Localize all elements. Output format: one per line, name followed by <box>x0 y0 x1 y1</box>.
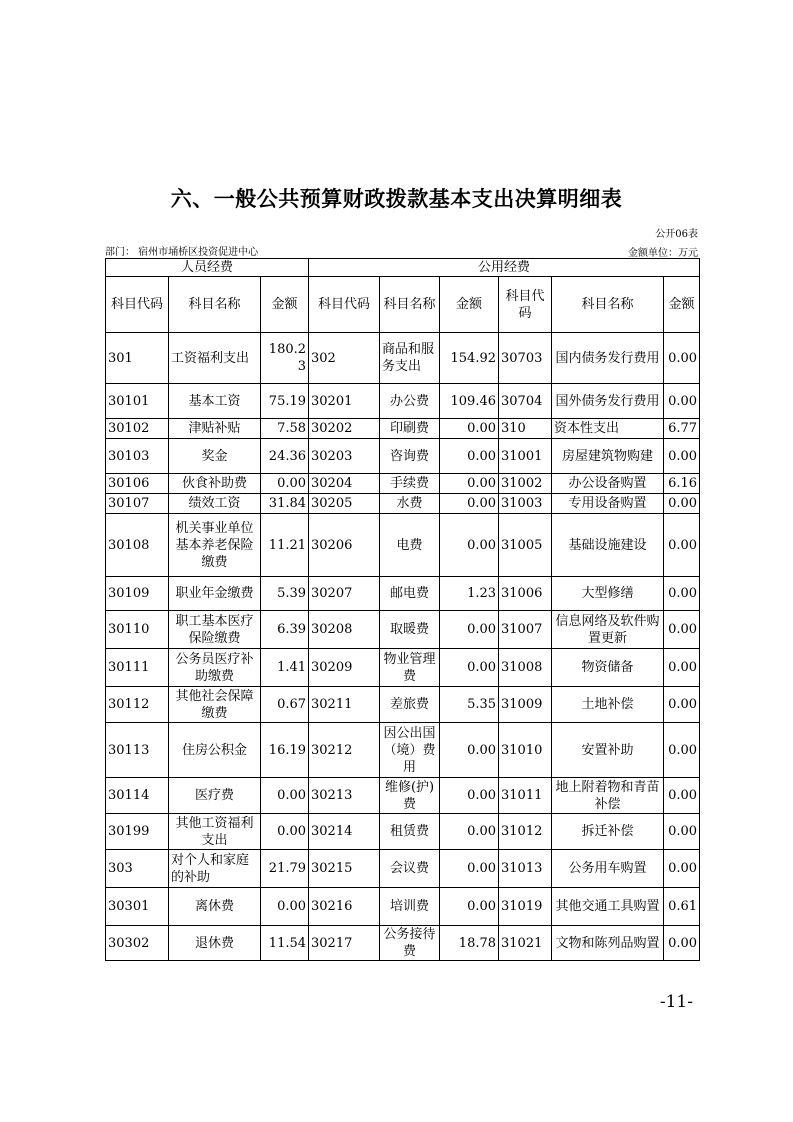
amount-cell: 5.35 <box>440 687 499 723</box>
subject-code-cell: 31019 <box>499 888 552 926</box>
subject-name-cell: 医疗费 <box>169 778 261 814</box>
amount-cell: 0.00 <box>440 439 499 474</box>
subject-name-cell: 基础设施建设 <box>552 514 664 577</box>
amount-cell: 7.58 <box>261 419 309 439</box>
subject-code-cell: 30208 <box>309 611 380 649</box>
subject-code-cell: 30112 <box>106 687 169 723</box>
subject-name-cell: 物业管理费 <box>380 649 440 687</box>
table-row <box>106 474 700 494</box>
subject-name-cell: 拆迁补偿 <box>552 814 664 850</box>
amount-cell: 0.00 <box>664 514 700 577</box>
subject-code-cell: 30211 <box>309 687 380 723</box>
subject-name-cell: 机关事业单位基本养老保险缴费 <box>169 514 261 577</box>
subject-name-cell: 商品和服务支出 <box>380 333 440 384</box>
subject-code-cell: 302 <box>309 333 380 384</box>
table-row <box>106 687 700 723</box>
subject-name-cell: 取暖费 <box>380 611 440 649</box>
amount-cell: 6.39 <box>261 611 309 649</box>
subject-name-cell: 退休费 <box>169 926 261 961</box>
amount-cell: 21.79 <box>261 850 309 888</box>
subject-name-cell: 电费 <box>380 514 440 577</box>
subject-code-cell: 31021 <box>499 926 552 961</box>
subject-name-cell: 资本性支出 <box>552 419 664 439</box>
subject-name-cell: 办公费 <box>380 384 440 419</box>
subject-name-cell: 绩效工资 <box>169 494 261 514</box>
subject-code-cell: 31009 <box>499 687 552 723</box>
subject-name-cell: 公务用车购置 <box>552 850 664 888</box>
column-header: 科目代码 <box>499 277 552 333</box>
amount-cell: 16.19 <box>261 723 309 778</box>
subject-code-cell: 303 <box>106 850 169 888</box>
amount-cell: 0.00 <box>261 888 309 926</box>
subject-code-cell: 31012 <box>499 814 552 850</box>
amount-cell: 0.00 <box>440 888 499 926</box>
subject-code-cell: 30216 <box>309 888 380 926</box>
amount-cell: 0.00 <box>261 474 309 494</box>
amount-cell: 18.78 <box>440 926 499 961</box>
subject-code-cell: 30209 <box>309 649 380 687</box>
subject-code-cell: 31013 <box>499 850 552 888</box>
subject-code-cell: 30203 <box>309 439 380 474</box>
amount-cell: 1.23 <box>440 577 499 611</box>
subject-code-cell: 30217 <box>309 926 380 961</box>
subject-code-cell: 30704 <box>499 384 552 419</box>
amount-cell: 0.00 <box>664 723 700 778</box>
subject-code-cell: 30301 <box>106 888 169 926</box>
subject-name-cell: 公务员医疗补助缴费 <box>169 649 261 687</box>
group-header-personnel: 人员经费 <box>106 259 309 277</box>
amount-cell: 75.19 <box>261 384 309 419</box>
page-number: -11- <box>659 992 693 1012</box>
column-header: 金额 <box>440 277 499 333</box>
subject-name-cell: 租赁费 <box>380 814 440 850</box>
subject-code-cell: 30113 <box>106 723 169 778</box>
subject-name-cell: 津贴补贴 <box>169 419 261 439</box>
subject-code-cell: 30101 <box>106 384 169 419</box>
group-header-row <box>106 259 700 277</box>
amount-cell: 0.00 <box>440 649 499 687</box>
table-row <box>106 494 700 514</box>
table-row <box>106 850 700 888</box>
amount-cell: 0.00 <box>261 814 309 850</box>
amount-cell: 0.00 <box>440 474 499 494</box>
amount-cell: 6.16 <box>664 474 700 494</box>
amount-cell: 154.92 <box>440 333 499 384</box>
column-header: 金额 <box>261 277 309 333</box>
subject-name-cell: 职工基本医疗保险缴费 <box>169 611 261 649</box>
amount-cell: 0.00 <box>664 384 700 419</box>
subject-name-cell: 办公设备购置 <box>552 474 664 494</box>
subject-code-cell: 30205 <box>309 494 380 514</box>
amount-cell: 11.54 <box>261 926 309 961</box>
amount-cell: 0.00 <box>664 814 700 850</box>
subject-code-cell: 30199 <box>106 814 169 850</box>
subject-name-cell: 手续费 <box>380 474 440 494</box>
amount-cell: 0.00 <box>664 926 700 961</box>
table-row <box>106 926 700 961</box>
subject-name-cell: 印刷费 <box>380 419 440 439</box>
table-row <box>106 778 700 814</box>
amount-cell: 0.00 <box>664 439 700 474</box>
subject-name-cell: 离休费 <box>169 888 261 926</box>
subject-code-cell: 310 <box>499 419 552 439</box>
subject-code-cell: 30207 <box>309 577 380 611</box>
subject-code-cell: 31011 <box>499 778 552 814</box>
amount-cell: 0.67 <box>261 687 309 723</box>
subject-name-cell: 其他社会保障缴费 <box>169 687 261 723</box>
amount-cell: 1.41 <box>261 649 309 687</box>
amount-cell: 6.77 <box>664 419 700 439</box>
amount-cell: 0.00 <box>261 778 309 814</box>
subject-code-cell: 31005 <box>499 514 552 577</box>
table-row <box>106 649 700 687</box>
subject-name-cell: 专用设备购置 <box>552 494 664 514</box>
subject-code-cell: 31002 <box>499 474 552 494</box>
amount-cell: 0.00 <box>440 419 499 439</box>
subject-code-cell: 30102 <box>106 419 169 439</box>
subject-name-cell: 物资储备 <box>552 649 664 687</box>
table-row <box>106 888 700 926</box>
subject-code-cell: 30214 <box>309 814 380 850</box>
amount-cell: 0.00 <box>440 850 499 888</box>
subject-name-cell: 培训费 <box>380 888 440 926</box>
subject-name-cell: 基本工资 <box>169 384 261 419</box>
subject-name-cell: 会议费 <box>380 850 440 888</box>
subject-name-cell: 职业年金缴费 <box>169 577 261 611</box>
table-row <box>106 611 700 649</box>
amount-cell: 5.39 <box>261 577 309 611</box>
subject-name-cell: 安置补助 <box>552 723 664 778</box>
page-title: 六、一般公共预算财政拨款基本支出决算明细表 <box>170 187 623 211</box>
subject-name-cell: 邮电费 <box>380 577 440 611</box>
column-header: 科目名称 <box>552 277 664 333</box>
subject-code-cell: 30103 <box>106 439 169 474</box>
amount-cell: 0.00 <box>440 814 499 850</box>
table-row <box>106 814 700 850</box>
subject-name-cell: 大型修缮 <box>552 577 664 611</box>
table-row <box>106 577 700 611</box>
table-row <box>106 384 700 419</box>
column-header: 科目代码 <box>106 277 169 333</box>
subject-name-cell: 公务接待费 <box>380 926 440 961</box>
subject-code-cell: 31006 <box>499 577 552 611</box>
subject-name-cell: 其他交通工具购置 <box>552 888 664 926</box>
amount-cell: 0.61 <box>664 888 700 926</box>
subject-code-cell: 30109 <box>106 577 169 611</box>
amount-cell: 0.00 <box>664 333 700 384</box>
subject-code-cell: 30110 <box>106 611 169 649</box>
column-header: 科目名称 <box>380 277 440 333</box>
column-header: 金额 <box>664 277 700 333</box>
subject-code-cell: 30215 <box>309 850 380 888</box>
subject-code-cell: 30114 <box>106 778 169 814</box>
table-row <box>106 439 700 474</box>
subject-name-cell: 咨询费 <box>380 439 440 474</box>
amount-cell: 0.00 <box>664 611 700 649</box>
subject-code-cell: 31003 <box>499 494 552 514</box>
subject-code-cell: 30202 <box>309 419 380 439</box>
subject-code-cell: 30703 <box>499 333 552 384</box>
subject-code-cell: 30107 <box>106 494 169 514</box>
subject-name-cell: 文物和陈列品购置 <box>552 926 664 961</box>
subject-name-cell: 水费 <box>380 494 440 514</box>
subject-name-cell: 工资福利支出 <box>169 333 261 384</box>
subject-name-cell: 伙食补助费 <box>169 474 261 494</box>
amount-cell: 109.46 <box>440 384 499 419</box>
subject-code-cell: 30106 <box>106 474 169 494</box>
subject-code-cell: 31010 <box>499 723 552 778</box>
amount-cell: 0.00 <box>440 778 499 814</box>
subject-code-cell: 30201 <box>309 384 380 419</box>
amount-cell: 0.00 <box>664 649 700 687</box>
subject-name-cell: 地上附着物和青苗补偿 <box>552 778 664 814</box>
table-row <box>106 514 700 577</box>
table-row <box>106 333 700 384</box>
subject-code-cell: 30108 <box>106 514 169 577</box>
subject-name-cell: 房屋建筑物购建 <box>552 439 664 474</box>
amount-cell: 24.36 <box>261 439 309 474</box>
subject-name-cell: 国内债务发行费用 <box>552 333 664 384</box>
amount-cell: 0.00 <box>664 850 700 888</box>
amount-unit-label: 金额单位：万元 <box>628 248 698 259</box>
subject-name-cell: 对个人和家庭的补助 <box>169 850 261 888</box>
amount-cell: 0.00 <box>664 494 700 514</box>
amount-cell: 0.00 <box>664 778 700 814</box>
table-row <box>106 419 700 439</box>
column-header: 科目名称 <box>169 277 261 333</box>
subject-name-cell: 因公出国（境）费用 <box>380 723 440 778</box>
amount-cell: 0.00 <box>664 577 700 611</box>
subject-code-cell: 31008 <box>499 649 552 687</box>
amount-cell: 0.00 <box>440 494 499 514</box>
subject-code-cell: 31007 <box>499 611 552 649</box>
amount-cell: 0.00 <box>664 687 700 723</box>
amount-cell: 0.00 <box>440 514 499 577</box>
subject-name-cell: 土地补偿 <box>552 687 664 723</box>
subject-code-cell: 30213 <box>309 778 380 814</box>
subject-code-cell: 30111 <box>106 649 169 687</box>
subject-code-cell: 30212 <box>309 723 380 778</box>
subject-name-cell: 住房公积金 <box>169 723 261 778</box>
subject-code-cell: 30206 <box>309 514 380 577</box>
subject-name-cell: 奖金 <box>169 439 261 474</box>
subject-name-cell: 国外债务发行费用 <box>552 384 664 419</box>
subject-name-cell: 差旅费 <box>380 687 440 723</box>
amount-cell: 0.00 <box>440 723 499 778</box>
subject-code-cell: 31001 <box>499 439 552 474</box>
subject-code-cell: 30204 <box>309 474 380 494</box>
form-number: 公开06表 <box>655 229 698 240</box>
subject-code-cell: 30302 <box>106 926 169 961</box>
subject-name-cell: 信息网络及软件购置更新 <box>552 611 664 649</box>
group-header-public: 公用经费 <box>309 259 700 277</box>
column-header: 科目代码 <box>309 277 380 333</box>
amount-cell: 11.21 <box>261 514 309 577</box>
subject-name-cell: 维修(护)费 <box>380 778 440 814</box>
column-header-row <box>106 277 700 333</box>
amount-cell: 180.23 <box>261 333 309 384</box>
amount-cell: 0.00 <box>440 611 499 649</box>
amount-cell: 31.84 <box>261 494 309 514</box>
table-row <box>106 723 700 778</box>
expenditure-table <box>105 258 700 961</box>
subject-name-cell: 其他工资福利支出 <box>169 814 261 850</box>
subject-code-cell: 301 <box>106 333 169 384</box>
department-label: 部门： 宿州市埇桥区投资促进中心 <box>105 247 259 258</box>
